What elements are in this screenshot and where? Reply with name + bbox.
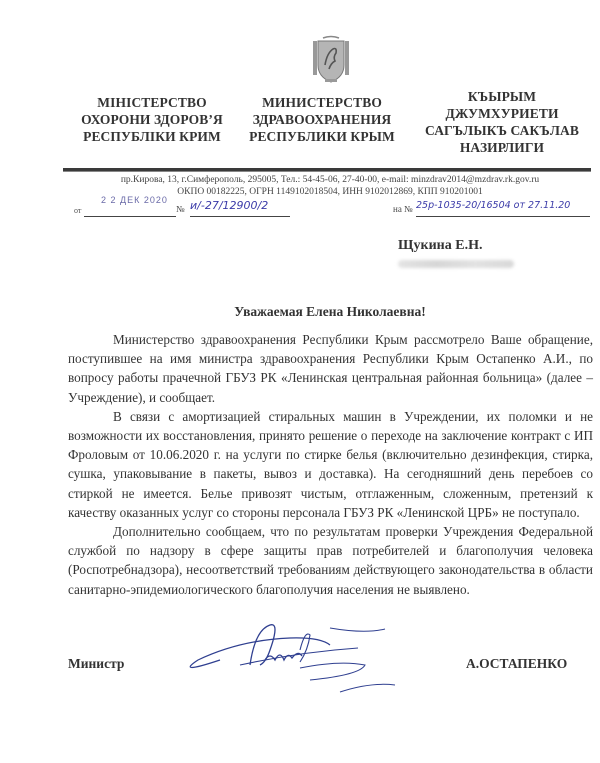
date-underline [84, 216, 176, 217]
letter-body [68, 330, 593, 599]
handwritten-signature [180, 620, 400, 705]
ministry-name-crimean-tatar [410, 88, 594, 156]
ministry-crh-line: САГЪЛЫКЪ САКЪЛАВ [425, 123, 579, 138]
ministry-crh-line: ДЖУМХУРИЕТИ [445, 106, 559, 121]
salutation: Уважаемая Елена Николаевна! [234, 304, 426, 319]
ministry-ua-line: МІНІСТЕРСТВО [97, 95, 207, 110]
ministry-name-russian [240, 94, 404, 145]
date-stamp: 2 2 ДЕК 2020 [101, 195, 168, 205]
letterhead-divider [63, 168, 591, 172]
signatory-title: Министр [68, 656, 125, 671]
outgoing-number: и/-27/12900/2 [190, 199, 290, 217]
ministry-ru-line: ЗДРАВООХРАНЕНИЯ [252, 112, 392, 127]
ministry-crh-line: НАЗИРЛИГИ [459, 140, 545, 155]
ministry-ua-line: ОХОРОНИ ЗДОРОВ’Я [81, 112, 223, 127]
ministry-ru-line: РЕСПУБЛИКИ КРЫМ [249, 129, 395, 144]
registry-codes-line: ОКПО 00182225, ОГРН 1149102018504, ИНН 9102012869, КПП 910201001 [177, 187, 483, 197]
paragraph: В связи с амортизацией стиральных машин в Учреждении, их поломки и не возможности их восстановления, принято решение о переходе на заключение контракт с ИП Фроловым от 10.06.2020 г. на услуги по стирке белья (включительно дезинфекция, стирка, сушка, упаковывание в пакеты, вывоз и доставка). На сегодняшний день перебоев со стиркой не имеется. Белье привозят чистым, отглаженным, сложенным, претензий к качеству оказанных услуг со стороны персонала ГБУЗ РК «Ленинской ЦРБ» не поступало. [68, 408, 593, 520]
ministry-ru-line: МИНИСТЕРСТВО [262, 95, 382, 110]
reference-label: на № [393, 204, 413, 214]
signatory-name: А.ОСТАПЕНКО [466, 656, 568, 671]
date-label: от [74, 206, 82, 215]
paragraph: Дополнительно сообщаем, что по результатам проверки Учреждения Федеральной службой по надзору в сфере защиты прав потребителей и благополучия человека (Роспотребнадзора), несоответствий требованиям действующего законодательства в области санитарно-эпидемиологического благополучия населения не выявлено. [68, 524, 593, 597]
ministry-name-ukrainian [68, 94, 236, 145]
address-line: пр.Кирова, 13, г.Симферополь, 295005, Тел.: 54-45-06, 27-40-00, e-mail: minzdrav2014@mzdrav.rk.gov.ru [120, 175, 540, 185]
ministry-ua-line: РЕСПУБЛІКИ КРИМ [83, 129, 221, 144]
recipient-name: Щукина Е.Н. [398, 238, 483, 253]
paragraph: Министерство здравоохранения Республики Крым рассмотрело Ваше обращение, поступившее на имя министра здравоохранения Республики Крым Остапенко А.И., по вопросу работы прачечной ГБУЗ РК «Ленинская центральная районная больница» (далее – Учреждение), и сообщает. [68, 332, 593, 405]
number-label: № [176, 204, 185, 214]
redacted-address [398, 260, 514, 268]
incoming-reference: 25р-1035-20/16504 от 27.11.20 [416, 200, 590, 217]
ministry-crh-line: КЪЫРЫМ [467, 89, 537, 104]
coat-of-arms-icon [311, 35, 351, 85]
